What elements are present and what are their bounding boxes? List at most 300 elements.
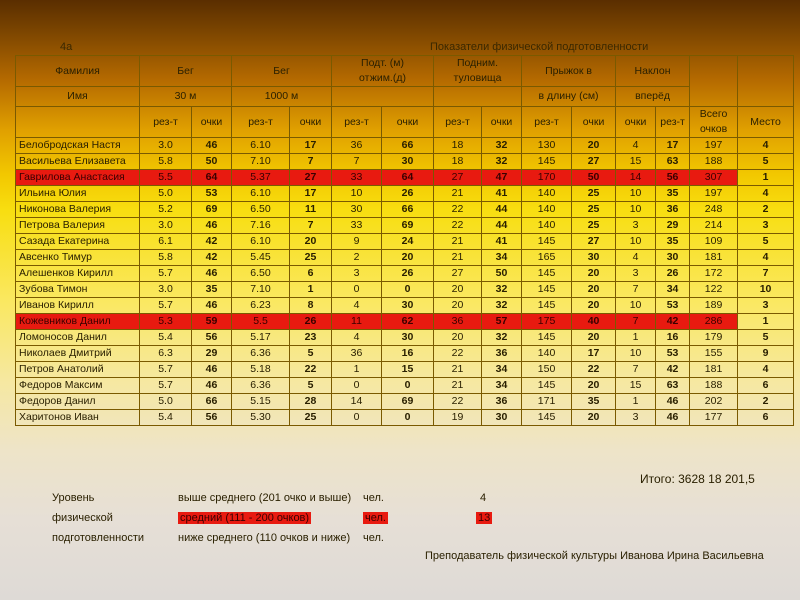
cell-run1000-pts: 25	[290, 250, 332, 266]
cell-run30-res: 5.3	[140, 314, 192, 330]
cell-situps-res: 18	[434, 138, 482, 154]
header-res: рез-т	[232, 107, 290, 138]
cell-name: Иванов Кирилл	[16, 298, 140, 314]
cell-pullups-res: 11	[332, 314, 382, 330]
cell-name: Никонова Валерия	[16, 202, 140, 218]
cell-run30-pts: 42	[192, 234, 232, 250]
cell-pullups-res: 4	[332, 330, 382, 346]
cell-jump-pts: 25	[572, 186, 616, 202]
cell-run30-pts: 46	[192, 362, 232, 378]
cell-jump-pts: 22	[572, 362, 616, 378]
cell-situps-res: 20	[434, 330, 482, 346]
table-row	[16, 250, 794, 266]
header-pullups-line2: отжим.(д)	[359, 72, 406, 84]
cell-run30-pts: 46	[192, 138, 232, 154]
cell-total: 202	[690, 394, 738, 410]
cell-pullups-res: 3	[332, 266, 382, 282]
cell-jump-res: 140	[522, 202, 572, 218]
table-row	[16, 154, 794, 170]
cell-run1000-res: 7.10	[232, 154, 290, 170]
cell-jump-res: 165	[522, 250, 572, 266]
cell-place: 5	[738, 154, 794, 170]
cell-place: 6	[738, 378, 794, 394]
header-bend-sub: вперёд	[616, 87, 690, 107]
cell-run1000-res: 5.37	[232, 170, 290, 186]
cell-situps-res: 20	[434, 298, 482, 314]
cell-jump-res: 145	[522, 234, 572, 250]
header-1000m: 1000 м	[232, 87, 332, 107]
report-title: Показатели физической подготовленности	[430, 41, 649, 53]
cell-bend-res: 3	[616, 410, 656, 426]
table-row	[16, 282, 794, 298]
cell-jump-pts: 20	[572, 138, 616, 154]
cell-run30-res: 5.0	[140, 394, 192, 410]
high-people-label: чел.	[363, 492, 384, 504]
cell-bend-res: 1	[616, 330, 656, 346]
table-row	[16, 170, 794, 186]
header-place: Место	[738, 107, 794, 138]
cell-run1000-res: 5.45	[232, 250, 290, 266]
cell-situps-res: 22	[434, 218, 482, 234]
header-row-2	[16, 87, 794, 107]
cell-place: 4	[738, 362, 794, 378]
cell-pullups-pts: 69	[382, 218, 434, 234]
cell-jump-res: 150	[522, 362, 572, 378]
cell-bend-pts: 63	[656, 378, 690, 394]
cell-situps-res: 22	[434, 394, 482, 410]
cell-place: 5	[738, 234, 794, 250]
cell-pullups-res: 9	[332, 234, 382, 250]
header-total	[690, 107, 738, 138]
cell-jump-pts: 50	[572, 170, 616, 186]
cell-run1000-res: 7.16	[232, 218, 290, 234]
cell-run1000-pts: 23	[290, 330, 332, 346]
cell-total: 197	[690, 138, 738, 154]
cell-situps-res: 18	[434, 154, 482, 170]
table-row	[16, 394, 794, 410]
table-row	[16, 330, 794, 346]
cell-situps-pts: 34	[482, 378, 522, 394]
cell-run1000-pts: 17	[290, 186, 332, 202]
cell-jump-res: 140	[522, 218, 572, 234]
cell-situps-pts: 32	[482, 298, 522, 314]
cell-name: Петрова Валерия	[16, 218, 140, 234]
cell-situps-pts: 34	[482, 362, 522, 378]
header-res: рез-т	[434, 107, 482, 138]
header-pts: очки	[572, 107, 616, 138]
cell-total: 181	[690, 362, 738, 378]
header-pts: очки	[482, 107, 522, 138]
cell-run1000-pts: 6	[290, 266, 332, 282]
cell-run30-pts: 46	[192, 218, 232, 234]
high-count: 4	[480, 492, 487, 504]
header-bend: Наклон	[616, 56, 690, 87]
cell-situps-pts: 36	[482, 346, 522, 362]
cell-situps-res: 21	[434, 234, 482, 250]
cell-jump-pts: 25	[572, 218, 616, 234]
top-line	[0, 40, 800, 54]
cell-jump-pts: 20	[572, 410, 616, 426]
cell-run1000-res: 6.50	[232, 266, 290, 282]
cell-place: 3	[738, 218, 794, 234]
cell-name: Федоров Максим	[16, 378, 140, 394]
cell-pullups-pts: 0	[382, 282, 434, 298]
cell-situps-pts: 30	[482, 410, 522, 426]
cell-pullups-res: 0	[332, 282, 382, 298]
cell-jump-res: 145	[522, 410, 572, 426]
cell-pullups-pts: 16	[382, 346, 434, 362]
cell-total: 307	[690, 170, 738, 186]
cell-total: 197	[690, 186, 738, 202]
header-total-empty	[690, 56, 738, 107]
cell-pullups-res: 4	[332, 298, 382, 314]
cell-situps-res: 21	[434, 186, 482, 202]
cell-run1000-res: 5.18	[232, 362, 290, 378]
cell-place: 4	[738, 250, 794, 266]
cell-place: 1	[738, 170, 794, 186]
cell-total: 189	[690, 298, 738, 314]
cell-bend-pts: 46	[656, 394, 690, 410]
level-label-3: подготовленности	[52, 532, 145, 544]
cell-run30-pts: 46	[192, 266, 232, 282]
cell-run30-pts: 69	[192, 202, 232, 218]
cell-situps-pts: 41	[482, 234, 522, 250]
header-res: рез-т	[332, 107, 382, 138]
header-pts: очки	[382, 107, 434, 138]
header-30m: 30 м	[140, 87, 232, 107]
cell-bend-pts: 42	[656, 314, 690, 330]
cell-run1000-res: 7.10	[232, 282, 290, 298]
cell-jump-res: 145	[522, 298, 572, 314]
cell-pullups-res: 36	[332, 138, 382, 154]
cell-jump-pts: 20	[572, 298, 616, 314]
cell-run30-pts: 50	[192, 154, 232, 170]
cell-total: 286	[690, 314, 738, 330]
cell-situps-pts: 44	[482, 218, 522, 234]
cell-situps-res: 27	[434, 170, 482, 186]
cell-run1000-pts: 5	[290, 346, 332, 362]
cell-name: Сазада Екатерина	[16, 234, 140, 250]
cell-situps-res: 19	[434, 410, 482, 426]
cell-total: 155	[690, 346, 738, 362]
cell-run30-res: 6.1	[140, 234, 192, 250]
cell-bend-pts: 17	[656, 138, 690, 154]
cell-run30-pts: 46	[192, 378, 232, 394]
header-run-30: Бег	[140, 56, 232, 87]
cell-place: 9	[738, 346, 794, 362]
cell-pullups-res: 0	[332, 378, 382, 394]
cell-run30-res: 5.4	[140, 330, 192, 346]
cell-pullups-pts: 0	[382, 410, 434, 426]
cell-name: Васильева Елизавета	[16, 154, 140, 170]
cell-run30-res: 5.2	[140, 202, 192, 218]
cell-name: Авсенко Тимур	[16, 250, 140, 266]
cell-place: 6	[738, 410, 794, 426]
cell-pullups-res: 33	[332, 218, 382, 234]
cell-place: 1	[738, 314, 794, 330]
cell-pullups-res: 14	[332, 394, 382, 410]
header-pullups	[332, 56, 434, 87]
cell-pullups-pts: 26	[382, 266, 434, 282]
cell-bend-pts: 53	[656, 346, 690, 362]
cell-pullups-pts: 24	[382, 234, 434, 250]
cell-jump-pts: 25	[572, 202, 616, 218]
cell-situps-pts: 32	[482, 154, 522, 170]
cell-total: 248	[690, 202, 738, 218]
cell-jump-res: 175	[522, 314, 572, 330]
cell-run30-pts: 66	[192, 394, 232, 410]
cell-total: 188	[690, 378, 738, 394]
cell-run1000-pts: 20	[290, 234, 332, 250]
cell-bend-res: 10	[616, 202, 656, 218]
cell-run30-pts: 56	[192, 330, 232, 346]
cell-run30-res: 5.7	[140, 378, 192, 394]
cell-bend-res: 10	[616, 346, 656, 362]
cell-run1000-res: 6.50	[232, 202, 290, 218]
cell-run1000-pts: 11	[290, 202, 332, 218]
cell-place: 10	[738, 282, 794, 298]
cell-run1000-pts: 25	[290, 410, 332, 426]
cell-jump-pts: 35	[572, 394, 616, 410]
cell-place: 4	[738, 186, 794, 202]
header-total-line2: очков	[699, 123, 728, 135]
table-row	[16, 378, 794, 394]
cell-situps-pts: 57	[482, 314, 522, 330]
cell-jump-res: 171	[522, 394, 572, 410]
cell-name: Петров Анатолий	[16, 362, 140, 378]
cell-run30-res: 5.7	[140, 266, 192, 282]
cell-total: 214	[690, 218, 738, 234]
level-high: выше среднего (201 очко и выше)	[178, 492, 352, 504]
cell-situps-res: 20	[434, 282, 482, 298]
cell-bend-pts: 35	[656, 234, 690, 250]
cell-bend-res: 3	[616, 218, 656, 234]
cell-run1000-res: 6.10	[232, 138, 290, 154]
cell-bend-res: 7	[616, 282, 656, 298]
header-jump: Прыжок в	[522, 56, 616, 87]
cell-pullups-pts: 66	[382, 138, 434, 154]
header-surname: Фамилия	[16, 56, 140, 87]
cell-jump-pts: 27	[572, 234, 616, 250]
cell-jump-pts: 30	[572, 250, 616, 266]
table-row	[16, 186, 794, 202]
cell-bend-res: 4	[616, 250, 656, 266]
cell-jump-pts: 40	[572, 314, 616, 330]
header-row-1	[16, 56, 794, 87]
cell-bend-pts: 29	[656, 218, 690, 234]
cell-pullups-pts: 62	[382, 314, 434, 330]
cell-run30-pts: 56	[192, 410, 232, 426]
cell-situps-res: 22	[434, 202, 482, 218]
header-res: рез-т	[140, 107, 192, 138]
cell-jump-res: 145	[522, 266, 572, 282]
cell-place: 7	[738, 266, 794, 282]
cell-name: Ломоносов Данил	[16, 330, 140, 346]
cell-situps-res: 21	[434, 378, 482, 394]
cell-place: 2	[738, 394, 794, 410]
cell-total: 188	[690, 154, 738, 170]
table-row	[16, 266, 794, 282]
cell-pullups-res: 10	[332, 186, 382, 202]
level-label-1: Уровень	[52, 492, 95, 504]
cell-place: 5	[738, 330, 794, 346]
cell-name: Николаев Дмитрий	[16, 346, 140, 362]
cell-jump-pts: 17	[572, 346, 616, 362]
cell-bend-pts: 46	[656, 410, 690, 426]
cell-pullups-res: 7	[332, 154, 382, 170]
cell-bend-res: 14	[616, 170, 656, 186]
cell-name: Федоров Данил	[16, 394, 140, 410]
cell-situps-pts: 41	[482, 186, 522, 202]
cell-situps-pts: 36	[482, 394, 522, 410]
cell-situps-pts: 32	[482, 138, 522, 154]
low-people-label: чел.	[363, 532, 384, 544]
cell-run1000-pts: 26	[290, 314, 332, 330]
cell-run30-pts: 42	[192, 250, 232, 266]
cell-run1000-pts: 7	[290, 154, 332, 170]
cell-jump-res: 145	[522, 330, 572, 346]
level-low: ниже среднего (110 очков и ниже)	[178, 532, 351, 544]
table-row	[16, 314, 794, 330]
cell-jump-pts: 20	[572, 266, 616, 282]
cell-name: Кожевников Данил	[16, 314, 140, 330]
header-name: Имя	[16, 87, 140, 107]
cell-name: Харитонов Иван	[16, 410, 140, 426]
cell-jump-res: 140	[522, 186, 572, 202]
cell-pullups-pts: 69	[382, 394, 434, 410]
cell-run1000-pts: 7	[290, 218, 332, 234]
cell-run1000-res: 6.36	[232, 346, 290, 362]
cell-run30-pts: 46	[192, 298, 232, 314]
data-rows	[16, 138, 794, 426]
cell-jump-res: 145	[522, 282, 572, 298]
cell-total: 179	[690, 330, 738, 346]
cell-pullups-pts: 64	[382, 170, 434, 186]
cell-total: 122	[690, 282, 738, 298]
header-total-line1: Всего	[699, 108, 728, 120]
cell-run1000-res: 6.10	[232, 234, 290, 250]
cell-run30-pts: 64	[192, 170, 232, 186]
cell-run30-res: 5.7	[140, 298, 192, 314]
header-res: рез-т	[656, 107, 690, 138]
cell-run1000-pts: 5	[290, 378, 332, 394]
cell-pullups-res: 2	[332, 250, 382, 266]
cell-run30-res: 5.0	[140, 186, 192, 202]
header-pts: очки	[290, 107, 332, 138]
table-row	[16, 362, 794, 378]
table-row	[16, 202, 794, 218]
header-row-3	[16, 107, 794, 138]
cell-run30-res: 5.7	[140, 362, 192, 378]
table-row	[16, 218, 794, 234]
cell-situps-res: 22	[434, 346, 482, 362]
cell-name: Алешенков Кирилл	[16, 266, 140, 282]
cell-pullups-pts: 30	[382, 330, 434, 346]
cell-situps-pts: 47	[482, 170, 522, 186]
table-row	[16, 234, 794, 250]
cell-bend-pts: 42	[656, 362, 690, 378]
cell-pullups-pts: 20	[382, 250, 434, 266]
cell-pullups-res: 36	[332, 346, 382, 362]
header-pts: очки	[616, 107, 656, 138]
cell-bend-pts: 63	[656, 154, 690, 170]
cell-run1000-res: 5.15	[232, 394, 290, 410]
cell-jump-res: 130	[522, 138, 572, 154]
cell-place: 4	[738, 138, 794, 154]
header-situps-empty	[434, 87, 522, 107]
cell-run30-res: 3.0	[140, 218, 192, 234]
cell-situps-pts: 44	[482, 202, 522, 218]
cell-pullups-pts: 0	[382, 378, 434, 394]
cell-bend-res: 10	[616, 234, 656, 250]
cell-run30-pts: 29	[192, 346, 232, 362]
cell-run30-pts: 59	[192, 314, 232, 330]
grand-total: Итого: 3628 18 201,5	[640, 472, 755, 486]
cell-jump-res: 145	[522, 378, 572, 394]
cell-situps-pts: 32	[482, 282, 522, 298]
cell-situps-pts: 50	[482, 266, 522, 282]
cell-situps-res: 36	[434, 314, 482, 330]
cell-situps-res: 27	[434, 266, 482, 282]
cell-run30-res: 3.0	[140, 282, 192, 298]
cell-run30-res: 5.4	[140, 410, 192, 426]
cell-run30-res: 6.3	[140, 346, 192, 362]
cell-jump-pts: 20	[572, 330, 616, 346]
cell-run1000-pts: 1	[290, 282, 332, 298]
cell-bend-pts: 56	[656, 170, 690, 186]
teacher-signature: Преподаватель физической культуры Иванова Ирина Васильевна	[425, 550, 764, 562]
cell-pullups-pts: 66	[382, 202, 434, 218]
cell-bend-pts: 53	[656, 298, 690, 314]
cell-total: 109	[690, 234, 738, 250]
cell-pullups-res: 30	[332, 202, 382, 218]
results-table	[15, 55, 794, 426]
cell-place: 3	[738, 298, 794, 314]
cell-jump-res: 145	[522, 154, 572, 170]
cell-run1000-res: 5.5	[232, 314, 290, 330]
level-avg: средний (111 - 200 очков)	[180, 512, 310, 524]
cell-name: Белобродская Настя	[16, 138, 140, 154]
cell-jump-pts: 20	[572, 378, 616, 394]
header-situps	[434, 56, 522, 87]
cell-run30-res: 5.5	[140, 170, 192, 186]
cell-run30-res: 3.0	[140, 138, 192, 154]
footer	[0, 470, 800, 600]
class-label: 4а	[60, 41, 73, 53]
cell-pullups-pts: 15	[382, 362, 434, 378]
header-place-empty	[738, 56, 794, 107]
table-row	[16, 410, 794, 426]
cell-bend-res: 7	[616, 314, 656, 330]
header-situps-line1: Подним.	[456, 57, 499, 69]
cell-place: 2	[738, 202, 794, 218]
cell-run1000-pts: 17	[290, 138, 332, 154]
cell-name: Зубова Тимон	[16, 282, 140, 298]
cell-run1000-res: 6.10	[232, 186, 290, 202]
cell-run30-res: 5.8	[140, 250, 192, 266]
cell-bend-res: 1	[616, 394, 656, 410]
cell-pullups-res: 0	[332, 410, 382, 426]
cell-situps-pts: 34	[482, 250, 522, 266]
cell-total: 181	[690, 250, 738, 266]
cell-jump-res: 140	[522, 346, 572, 362]
cell-bend-pts: 36	[656, 202, 690, 218]
cell-pullups-pts: 26	[382, 186, 434, 202]
header-run-1000: Бег	[232, 56, 332, 87]
cell-run1000-pts: 27	[290, 170, 332, 186]
cell-bend-res: 15	[616, 378, 656, 394]
cell-bend-res: 10	[616, 186, 656, 202]
